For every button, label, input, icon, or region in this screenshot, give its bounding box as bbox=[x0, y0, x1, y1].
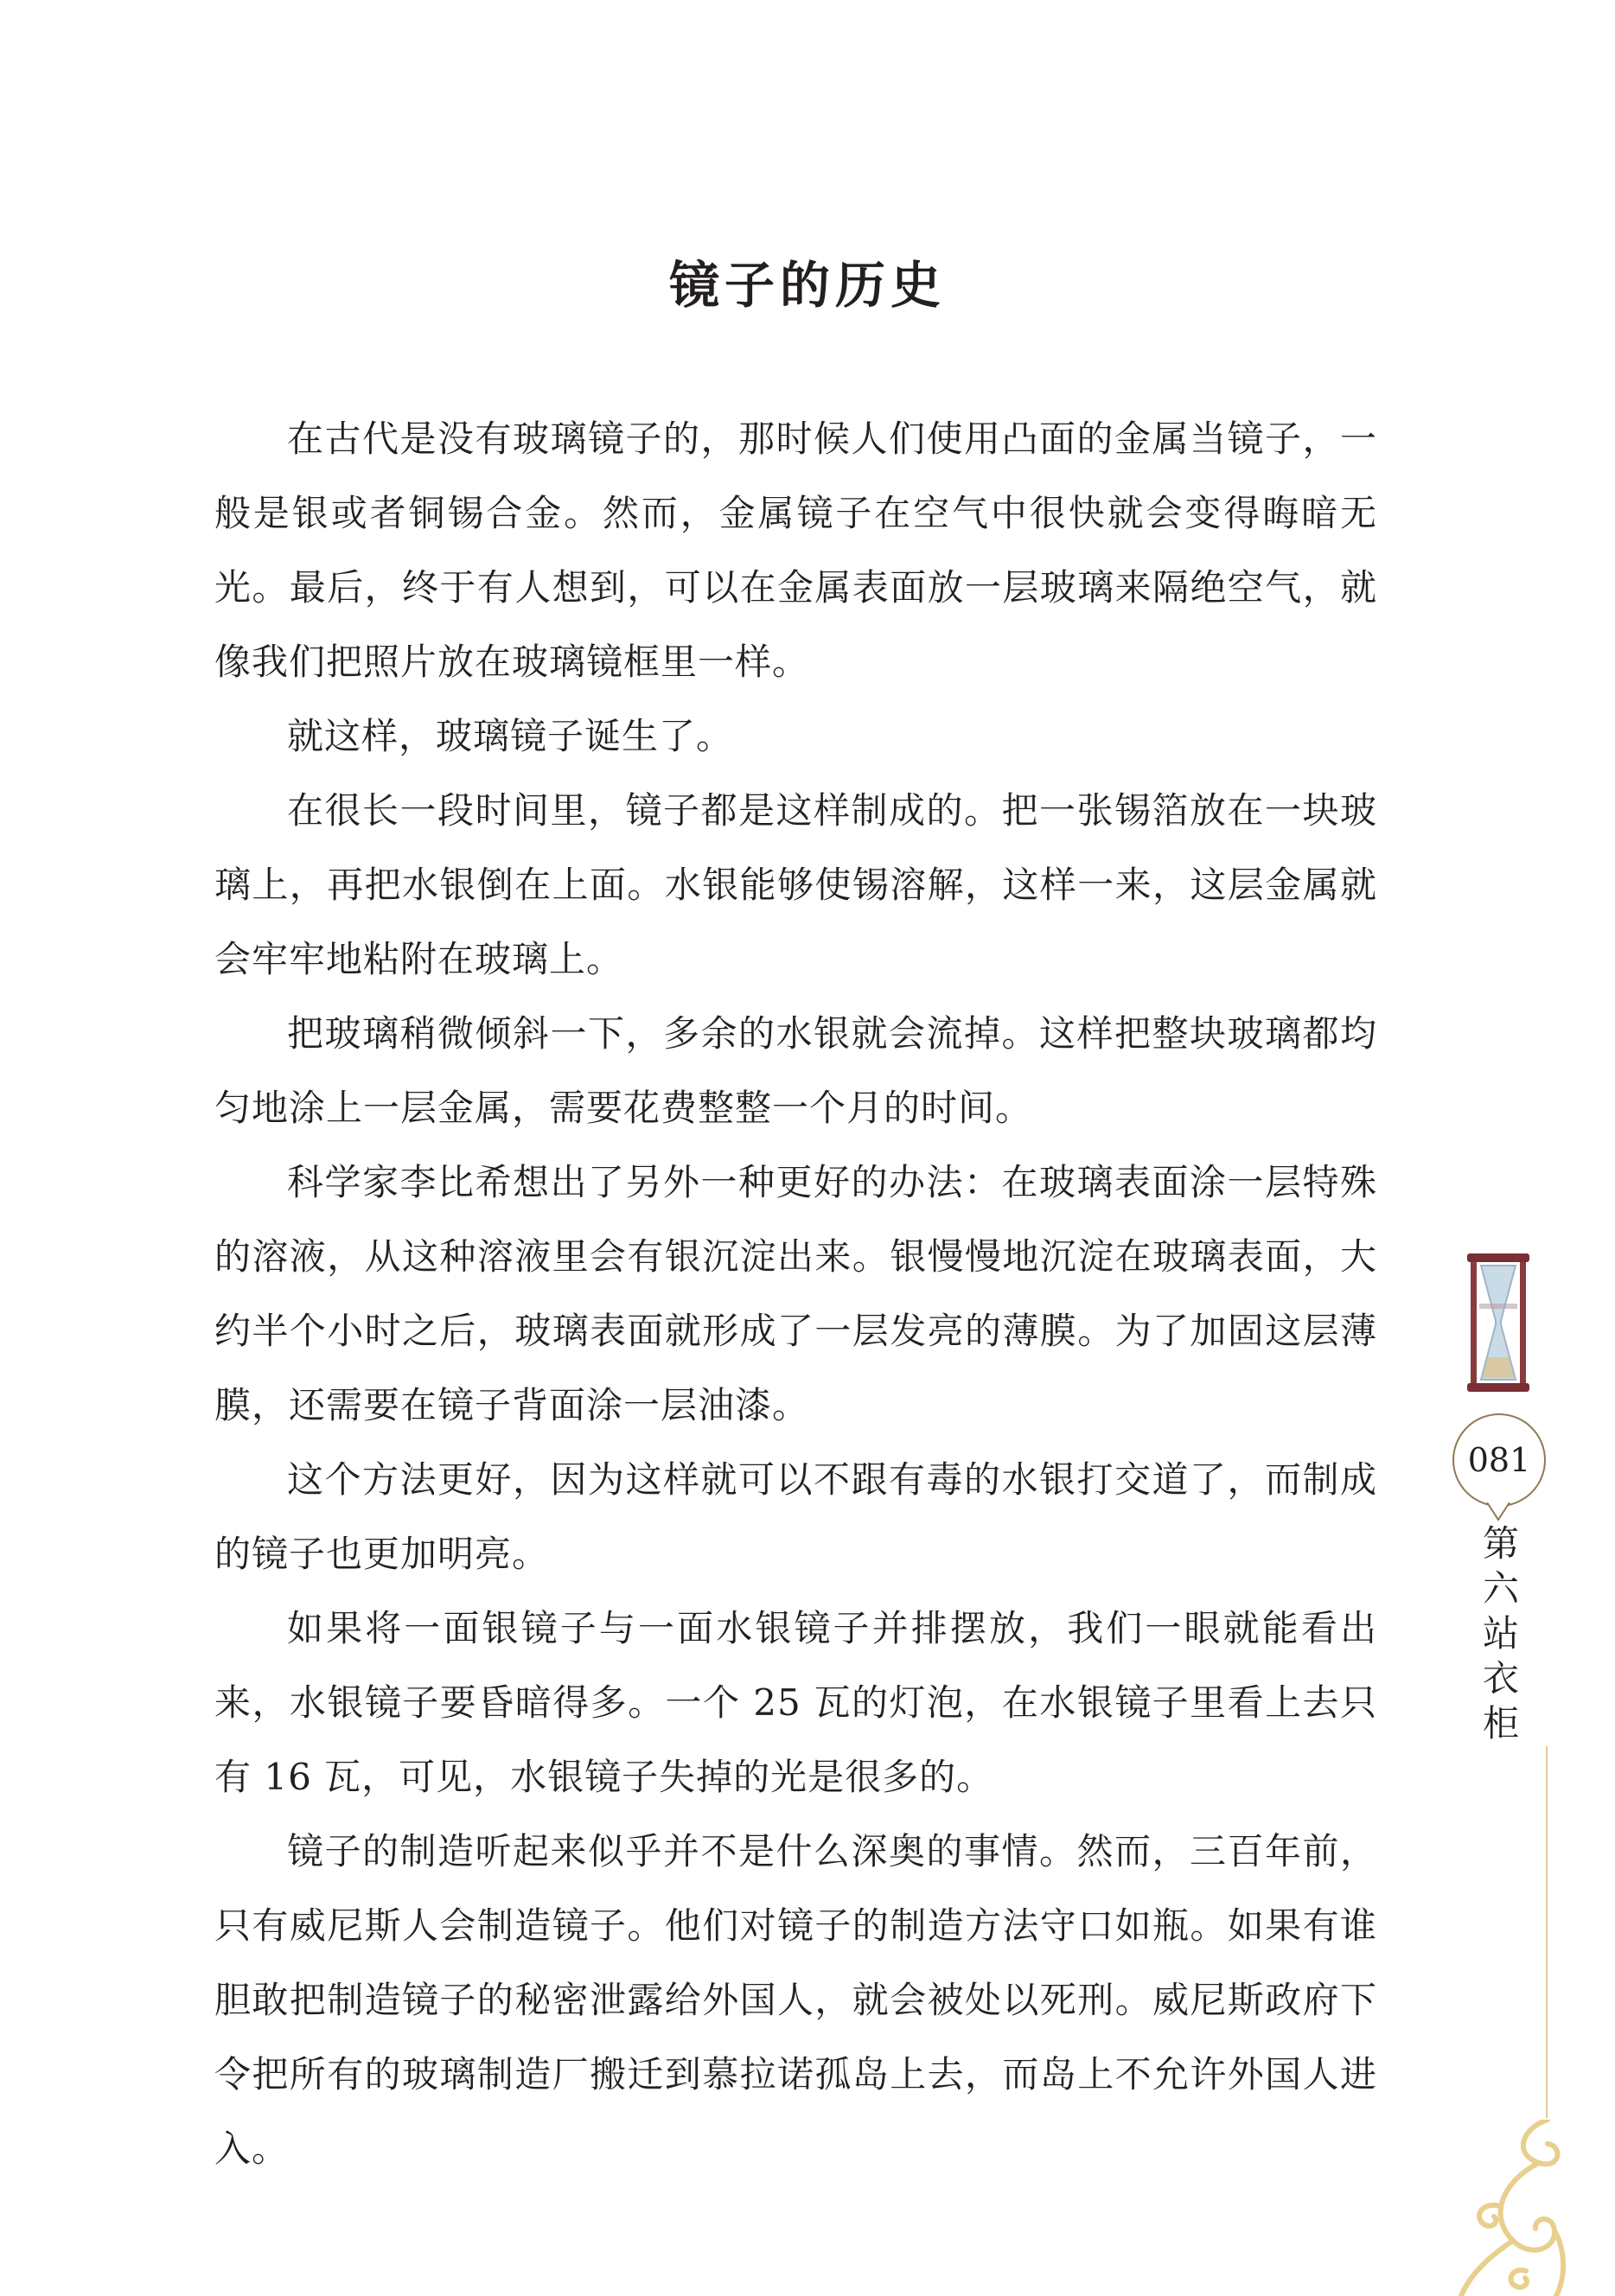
page-title: 镜子的历史 bbox=[668, 256, 946, 315]
page-number-badge: 081 bbox=[1452, 1413, 1546, 1507]
chapter-label: 第六站 衣柜 bbox=[1482, 1522, 1519, 1744]
article-body bbox=[214, 402, 1377, 2186]
paragraph: 在很长一段时间里，镜子都是这样制成的。把一张锡箔放在一块玻璃上，再把水银倒在上面。水银能够使锡溶解，这样一来，这层金属就会牢牢地粘附在玻璃上。 bbox=[214, 789, 1377, 980]
scroll-ornament-icon bbox=[1452, 2120, 1574, 2296]
paragraph: 把玻璃稍微倾斜一下，多余的水银就会流掉。这样把整块玻璃都均匀地涂上一层金属，需要花费整整一个月的时间。 bbox=[214, 1012, 1377, 1129]
badge-pointer bbox=[1485, 1502, 1511, 1521]
paragraph: 如果将一面银镜子与一面水银镜子并排摆放，我们一眼就能看出来，水银镜子要昏暗得多。一个 25 瓦的灯泡，在水银镜子里看上去只有 16 瓦，可见，水银镜子失掉的光是很多的。 bbox=[214, 1607, 1377, 1798]
paragraph: 这个方法更好，因为这样就可以不跟有毒的水银打交道了，而制成的镜子也更加明亮。 bbox=[214, 1458, 1377, 1575]
paragraph: 镜子的制造听起来似乎并不是什么深奥的事情。然而，三百年前，只有威尼斯人会制造镜子。他们对镜子的制造方法守口如瓶。如果有谁胆敢把制造镜子的秘密泄露给外国人，就会被处以死刑。威尼斯政府下令把所有的玻璃制造厂搬迁到慕拉诺孤岛上去，而岛上不允许外国人进入。 bbox=[214, 1830, 1377, 2170]
paragraph: 就这样，玻璃镜子诞生了。 bbox=[287, 715, 734, 757]
chapter-sidebar bbox=[1452, 1228, 1574, 2296]
paragraph: 科学家李比希想出了另外一种更好的办法：在玻璃表面涂一层特殊的溶液，从这种溶液里会有银沉淀出来。银慢慢地沉淀在玻璃表面，大约半个小时之后，玻璃表面就形成了一层发亮的薄膜。为了加固这层薄膜，还需要在镜子背面涂一层油漆。 bbox=[214, 1161, 1377, 1426]
hourglass-icon bbox=[1467, 1253, 1529, 1392]
paragraph: 在古代是没有玻璃镜子的，那时候人们使用凸面的金属当镜子，一般是银或者铜锡合金。然而，金属镜子在空气中很快就会变得晦暗无光。最后，终于有人想到，可以在金属表面放一层玻璃来隔绝空气，就像我们把照片放在玻璃镜框里一样。 bbox=[214, 418, 1377, 683]
sidebar-divider bbox=[1546, 1746, 1548, 2118]
